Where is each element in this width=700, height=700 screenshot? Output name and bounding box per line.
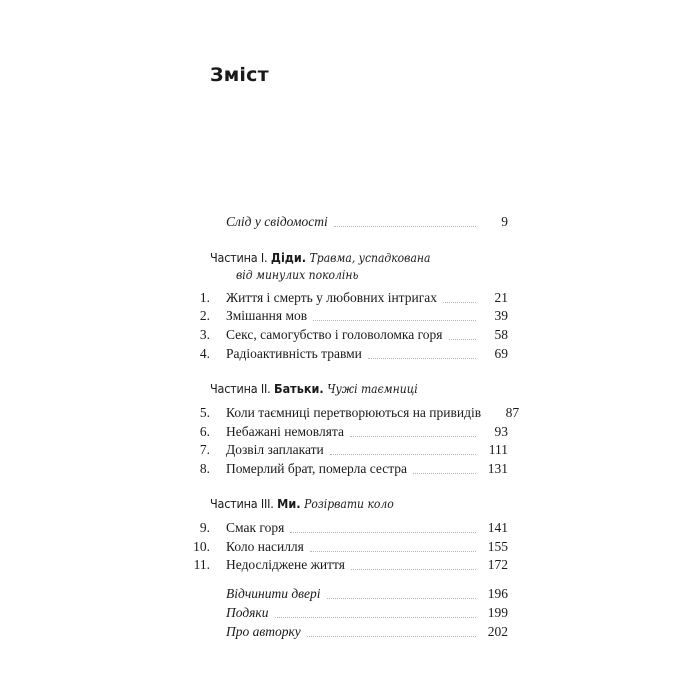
toc-entry-title: Недосліджене життя: [226, 557, 345, 572]
dot-leader: [327, 598, 476, 599]
toc-entry-page: 69: [494, 346, 508, 361]
part-heading-1: [210, 249, 510, 284]
page-title: Зміст: [210, 64, 269, 86]
toc-entry-page: 111: [488, 442, 508, 457]
toc-entry-page: 196: [487, 586, 508, 601]
toc-entry-title: Померлий брат, померла сестра: [226, 461, 408, 476]
dot-leader: [310, 551, 476, 552]
toc-entry-chapter-7[interactable]: [186, 442, 508, 460]
dot-leader: [330, 454, 476, 455]
dot-leader: [275, 617, 477, 618]
toc-entry-page: 141: [487, 520, 508, 535]
toc-entry-title: Життя і смерть у любовних інтригах: [226, 290, 437, 305]
toc-entry-page: 21: [494, 290, 508, 305]
dot-leader: [350, 436, 476, 437]
toc-entry-chapter-2[interactable]: [186, 308, 508, 326]
toc-entry-page: 172: [487, 557, 508, 572]
toc-entry-chapter-1[interactable]: [186, 290, 508, 308]
toc-entry-title: Небажані немовлята: [226, 424, 344, 439]
toc-entry-title: Смак горя: [226, 520, 285, 535]
toc-entry-page: 131: [487, 461, 508, 476]
toc-entry-page: 155: [487, 539, 508, 554]
toc-entry-backmatter-3[interactable]: [186, 624, 508, 642]
part-subtitle: Чужі таємниці: [327, 382, 418, 396]
chapter-number: 1.: [199, 290, 210, 305]
chapter-number: 6.: [199, 424, 210, 439]
toc-entry-chapter-8[interactable]: [186, 461, 508, 479]
toc-entry-title: Секс, самогубство і головоломка горя: [226, 327, 443, 342]
dot-leader: [351, 569, 476, 570]
chapter-number: 10.: [193, 539, 210, 554]
part-heading-3: [210, 495, 510, 513]
part-label: Частина ІІ.: [210, 381, 271, 396]
toc-entry-chapter-4[interactable]: [186, 346, 508, 364]
part-name: Ми.: [277, 496, 301, 511]
part-name: Батьки.: [274, 381, 324, 396]
toc-entry-title: Про авторку: [226, 624, 301, 639]
part-label: Частина ІІІ.: [210, 496, 274, 511]
toc-entry-page: 87: [505, 405, 520, 420]
toc-entry-page: 58: [494, 327, 508, 342]
toc-entry-title: Радіоактивність травми: [226, 346, 362, 361]
dot-leader: [307, 636, 476, 637]
toc-entry-chapter-5[interactable]: [186, 405, 520, 423]
toc-entry-page: 199: [487, 605, 508, 620]
toc-entry-title: Коли таємниці перетворюються на привидів: [226, 405, 482, 420]
toc-entry-chapter-9[interactable]: [186, 520, 508, 538]
toc-entry-chapter-6[interactable]: [186, 424, 508, 442]
toc-entry-page: 202: [487, 624, 508, 639]
toc-entry-page: 93: [494, 424, 508, 439]
part-heading-2: [210, 380, 510, 398]
chapter-number: 7.: [199, 442, 210, 457]
toc-entry-title: Змішання мов: [226, 308, 308, 323]
dot-leader: [334, 226, 476, 227]
dot-leader: [449, 339, 477, 340]
dot-leader: [368, 358, 476, 359]
part-label: Частина І.: [210, 250, 268, 265]
part-name: Діди.: [270, 250, 307, 265]
chapter-number: 11.: [193, 557, 210, 572]
dot-leader: [313, 320, 476, 321]
toc-entry-title: Слід у свідомості: [226, 214, 328, 229]
toc-entry-page: 9: [501, 214, 508, 229]
toc-entry-title: Відчинити двері: [226, 586, 321, 601]
toc-entry-page: 39: [494, 308, 508, 323]
toc-entry-backmatter-2[interactable]: [186, 605, 508, 623]
dot-leader: [443, 302, 476, 303]
toc-entry-title: Коло насилля: [226, 539, 304, 554]
chapter-number: 8.: [199, 461, 210, 476]
dot-leader: [290, 532, 476, 533]
part-subtitle-line2: від минулих поколінь: [236, 268, 359, 282]
toc-entry-title: Подяки: [226, 605, 269, 620]
chapter-number: 9.: [199, 520, 210, 535]
chapter-number: 3.: [199, 327, 210, 342]
chapter-number: 2.: [199, 308, 210, 323]
toc-entry-backmatter-1[interactable]: [186, 586, 508, 604]
part-subtitle: Травма, успадкована: [309, 251, 431, 265]
toc-entry-chapter-3[interactable]: [186, 327, 508, 345]
dot-leader: [413, 473, 476, 474]
chapter-number: 5.: [199, 405, 210, 420]
toc-entry-title: Дозвіл заплакати: [226, 442, 324, 457]
toc-entry-chapter-10[interactable]: [186, 539, 508, 557]
chapter-number: 4.: [199, 346, 210, 361]
part-subtitle: Розірвати коло: [304, 497, 394, 511]
toc-entry-chapter-11[interactable]: [186, 557, 508, 575]
toc-entry-intro[interactable]: [186, 214, 508, 232]
